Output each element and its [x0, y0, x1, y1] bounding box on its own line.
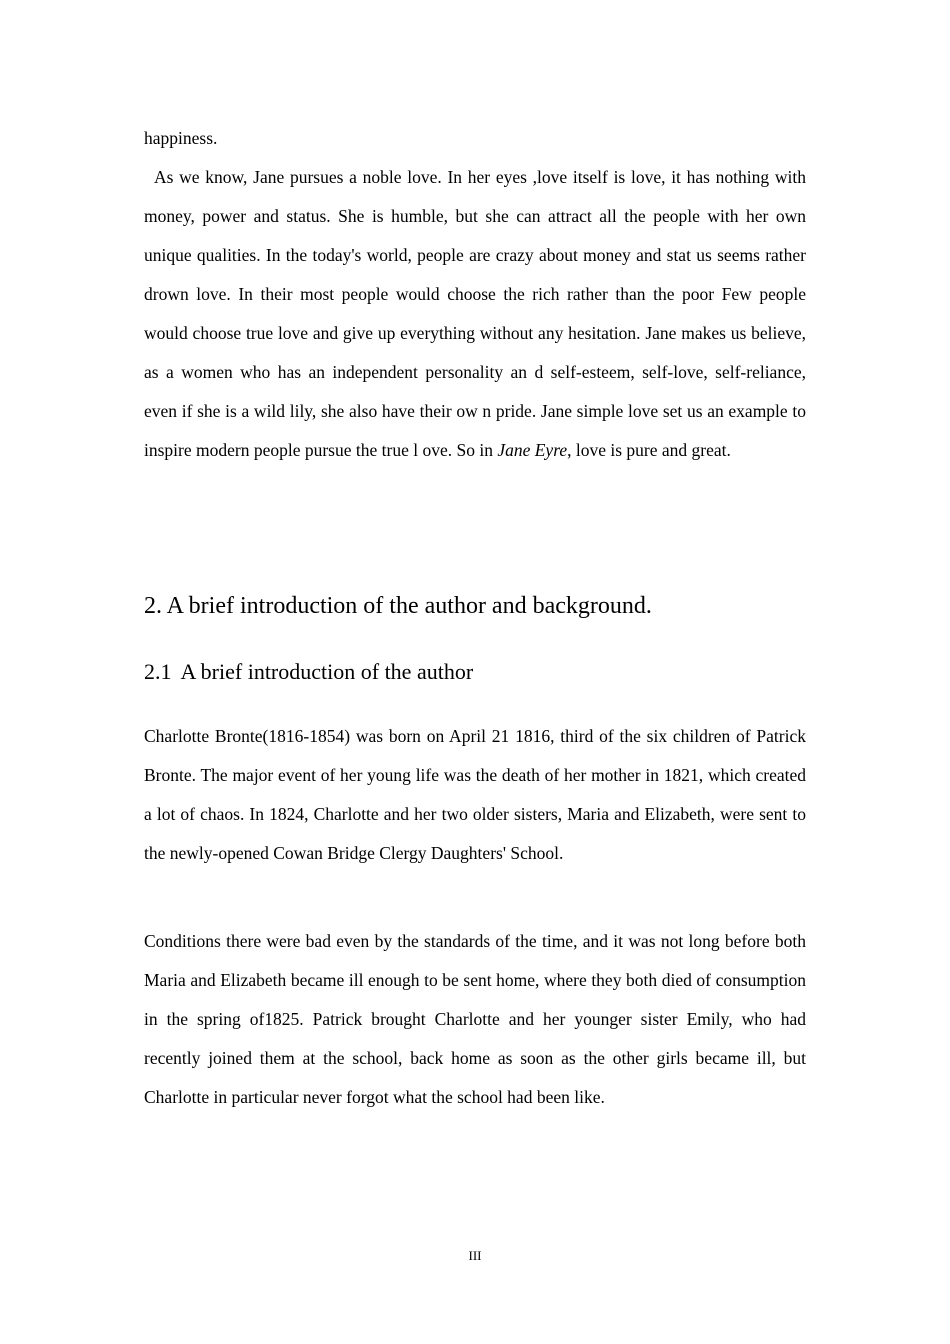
section-heading: 2. A brief introduction of the author and background.: [144, 593, 652, 619]
intro-text-before-title: As we know, Jane pursues a noble love. In her eyes ,love itself is love, it has nothing with money, power and status. She is humble, but she can attract all the people with her own unique qualities. In the today's world, people are crazy about money and stat us seems rather drown love. In their most people would choose the rich rather than the poor Few people would choose true love and give up everything without any hesitation. Jane makes us believe, as a women who has an independent personality an d self-esteem, self-love, self-reliance, even if she is a wild lily, she also have their ow n pride. Jane simple love set us an example to inspire modern people pursue the true l ove. So in: [144, 167, 806, 460]
intro-paragraph: [144, 158, 806, 470]
intro-first-line: happiness.: [144, 128, 218, 148]
subsection-heading: [144, 656, 473, 688]
subsection-number: 2.1: [144, 659, 172, 684]
subsection-title: A brief introduction of the author: [180, 659, 474, 684]
author-paragraph-1: Charlotte Bronte(1816-1854) was born on April 21 1816, third of the six children of Patrick Bronte. The major event of her young life was the death of her mother in 1821, which created a lot of chaos. In 1824, Charlotte and her two older sisters, Maria and Elizabeth, were sent to the newly-opened Cowan Bridge Clergy Daughters' School.: [144, 726, 806, 863]
page-number: III: [468, 1248, 482, 1263]
author-paragraph-2: Conditions there were bad even by the standards of the time, and it was not long before both Maria and Elizabeth became ill enough to be sent home, where they both died of consumption in the spring of1825. Patrick brought Charlotte and her younger sister Emily, who had recently joined them at the school, back home as soon as the other girls became ill, but Charlotte in particular never forgot what the school had been like.: [144, 931, 806, 1107]
book-title: Jane Eyre: [497, 440, 568, 460]
intro-text-after-title: , love is pure and great.: [567, 440, 731, 460]
